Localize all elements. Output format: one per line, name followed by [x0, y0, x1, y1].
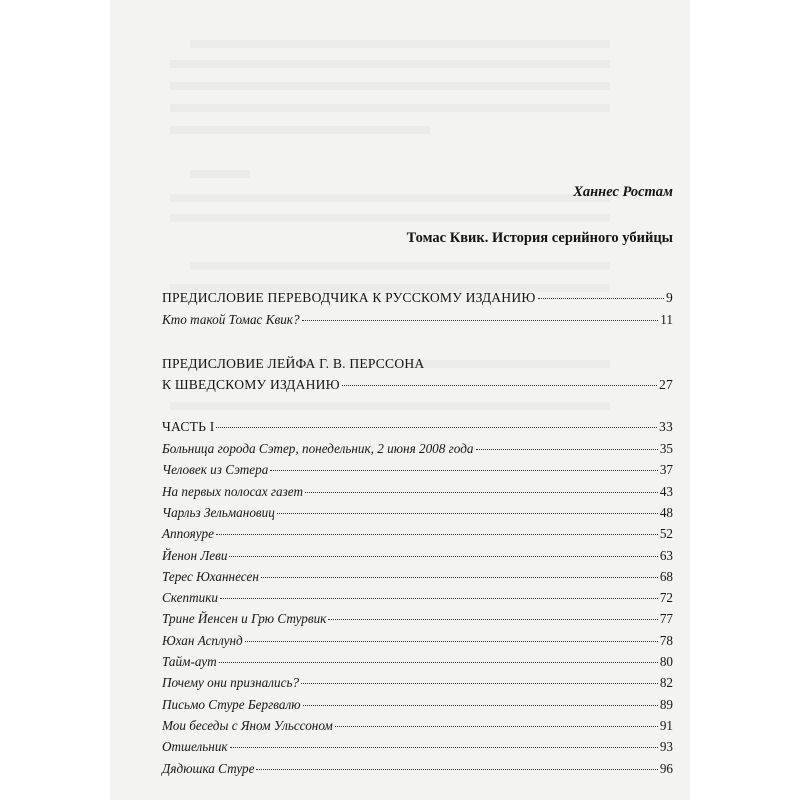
toc-page-number: 33 — [659, 419, 673, 434]
toc-entry[interactable] — [162, 675, 673, 691]
leader-dots — [220, 598, 658, 599]
toc-page-number: 9 — [666, 290, 673, 305]
toc-entry-title: На первых полосах газет — [162, 483, 303, 499]
leader-dots — [229, 556, 657, 557]
book-title: Томас Квик. История серийного убийцы — [406, 230, 673, 246]
toc-entry-title: К ШВЕДСКОМУ ИЗДАНИЮ — [162, 377, 340, 392]
leader-dots — [219, 662, 658, 663]
toc-entry-title: Терес Юханнесен — [162, 568, 259, 584]
leader-dots — [261, 577, 658, 578]
toc-entry-title: Йенон Леви — [162, 547, 228, 563]
toc-page-number: 93 — [659, 739, 673, 755]
toc-entry[interactable] — [162, 654, 673, 670]
toc-page-number: 72 — [659, 590, 673, 606]
toc-entry-title: Скептики — [162, 590, 218, 606]
toc-entry-persson-preface-line2[interactable] — [162, 377, 673, 393]
toc-entry[interactable] — [162, 462, 673, 478]
toc-entry[interactable] — [162, 633, 673, 649]
toc-entry-title: Дядюшка Стуре — [162, 760, 255, 776]
toc-page-number: 35 — [659, 441, 673, 456]
toc-page-number: 80 — [659, 654, 673, 669]
leader-dots — [277, 513, 658, 514]
toc-entry[interactable] — [162, 548, 673, 564]
leader-dots — [335, 726, 658, 727]
leader-dots — [305, 492, 658, 493]
toc-entry-title: ЧАСТЬ I — [162, 419, 215, 434]
toc-entry-title: Письмо Стуре Бергвалю — [162, 696, 301, 712]
toc-entry-title: Отшельник — [162, 739, 228, 755]
leader-dots — [538, 298, 664, 299]
toc-page-number: 78 — [659, 632, 673, 648]
toc-page-number: 96 — [659, 760, 673, 776]
leader-dots — [303, 705, 658, 706]
toc-entry[interactable] — [162, 590, 673, 606]
leader-dots — [301, 683, 658, 684]
toc-entry-persson-preface-line1[interactable] — [162, 356, 673, 372]
toc-entry-title: Трине Йенсен и Грю Стурвик — [162, 611, 327, 627]
toc-page-number: 82 — [659, 675, 673, 691]
leader-dots — [342, 385, 657, 386]
toc-page-number: 52 — [659, 526, 673, 542]
toc-page-number: 77 — [659, 611, 673, 627]
toc-entry-title: Больница города Сэтер, понедельник, 2 июня 2008 года — [162, 441, 474, 456]
leader-dots — [245, 641, 658, 642]
toc-entry-title: Человек из Сэтера — [162, 462, 269, 478]
toc-page-number: 48 — [659, 504, 673, 520]
toc-entry[interactable] — [162, 761, 673, 777]
toc-entry[interactable] — [162, 526, 673, 542]
leader-dots — [256, 769, 657, 770]
toc-entry[interactable] — [162, 505, 673, 521]
leader-dots — [230, 747, 658, 748]
toc-entry-title: ПРЕДИСЛОВИЕ ПЕРЕВОДЧИКА К РУССКОМУ ИЗДАНИЮ — [162, 290, 536, 305]
toc-entry-title: Мои беседы с Яном Ульссоном — [162, 717, 333, 733]
toc-page-number: 43 — [659, 483, 673, 499]
toc-page-number: 63 — [659, 547, 673, 563]
toc-entry-part-1[interactable] — [162, 419, 673, 435]
toc-entry[interactable] — [162, 441, 673, 457]
toc-entry[interactable] — [162, 739, 673, 755]
toc-entry-who-is[interactable] — [162, 312, 673, 328]
author-name: Ханнес Ростам — [573, 184, 673, 200]
leader-dots — [302, 320, 659, 321]
leader-dots — [216, 534, 658, 535]
toc-entry-title: Чарльз Зельмановиц — [162, 504, 275, 520]
book-page — [110, 0, 690, 800]
toc-entry-translator-preface[interactable] — [162, 290, 673, 306]
toc-page-number: 37 — [659, 462, 673, 478]
toc-page-number: 11 — [660, 312, 673, 327]
toc-entry-title: Аппояуре — [162, 526, 214, 542]
toc-page-number: 91 — [659, 717, 673, 733]
toc-entry[interactable] — [162, 697, 673, 713]
toc-entry-title: ПРЕДИСЛОВИЕ ЛЕЙФА Г. В. ПЕРССОНА — [162, 356, 425, 371]
toc-page-number: 27 — [659, 377, 673, 392]
toc-entry[interactable] — [162, 569, 673, 585]
toc-entry[interactable] — [162, 718, 673, 734]
toc-page-number: 89 — [659, 696, 673, 712]
toc-entry-title: Тайм-аут — [162, 654, 217, 669]
leader-dots — [270, 470, 658, 471]
toc-entry[interactable] — [162, 611, 673, 627]
toc-page-number: 68 — [659, 568, 673, 584]
leader-dots — [476, 449, 658, 450]
toc-entry[interactable] — [162, 484, 673, 500]
leader-dots — [216, 427, 657, 428]
toc-entry-title: Почему они признались? — [162, 675, 300, 691]
toc-entry-title: Кто такой Томас Квик? — [162, 312, 300, 327]
leader-dots — [328, 619, 657, 620]
toc-entry-title: Юхан Асплунд — [162, 632, 243, 648]
